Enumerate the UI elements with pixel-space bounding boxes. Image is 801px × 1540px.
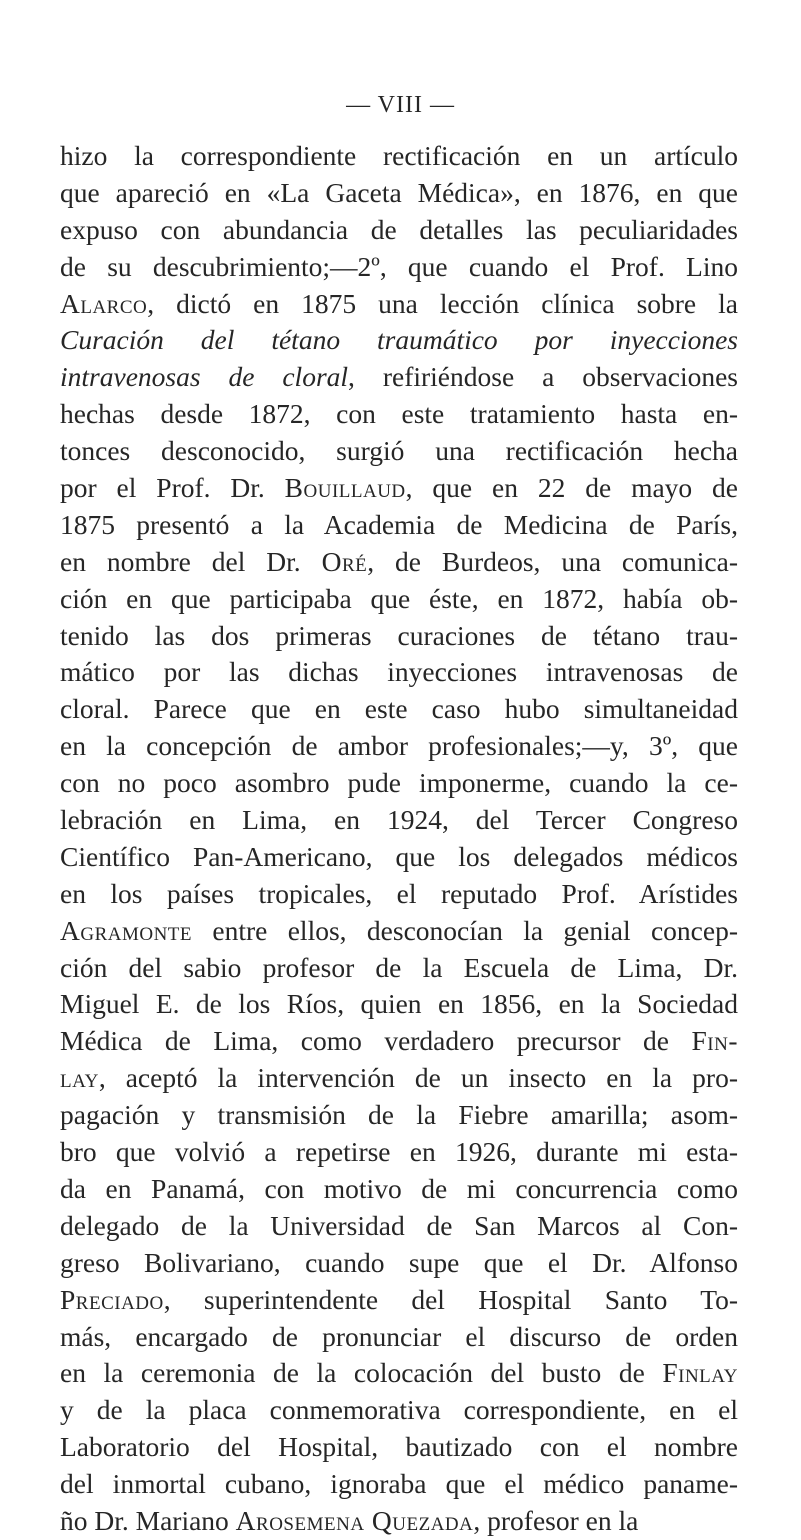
text-segment: en la concepción de ambor profesionales;—y, 3º, que: [60, 730, 738, 762]
text-line: [60, 544, 738, 581]
name-smallcaps: Preciado: [60, 1283, 164, 1315]
text-segment: del inmortal cubano, ignoraba que el médico paname-: [60, 1468, 738, 1500]
text-line: [60, 876, 738, 913]
text-line: [60, 175, 738, 212]
text-segment: , dictó en 1875 una lección clínica sobre la: [147, 287, 738, 319]
text-segment: , refiriéndose a observaciones: [348, 361, 738, 393]
text-segment: , profesor en la: [473, 1504, 639, 1536]
text-segment: hechas desde 1872, con este tratamiento hasta en-: [60, 398, 738, 430]
text-segment: Médica de Lima, como verdadero precursor de: [60, 1025, 692, 1057]
text-line: [60, 950, 738, 987]
text-segment: mático por las dichas inyecciones intravenosas de: [60, 656, 738, 688]
text-segment: Científico Pan-Americano, que los delegados médicos: [60, 840, 738, 872]
text-segment: en la ceremonia de la colocación del busto de: [60, 1357, 663, 1389]
text-line: [60, 1503, 738, 1540]
text-segment: en los países tropicales, el reputado Prof. Arístides: [60, 877, 738, 909]
text-segment: de su descubrimiento;—2º, que cuando el Prof. Lino: [60, 250, 738, 282]
text-line: [60, 1208, 738, 1245]
text-line: [60, 212, 738, 249]
text-line: [60, 507, 738, 544]
name-smallcaps: Agramonte: [60, 914, 193, 946]
text-line: [60, 1171, 738, 1208]
text-line: [60, 581, 738, 618]
text-line: [60, 433, 738, 470]
text-segment: y de la placa conmemorativa correspondiente, en el: [60, 1394, 738, 1426]
text-line: [60, 322, 738, 359]
text-line: [60, 1466, 738, 1503]
text-line: [60, 1429, 738, 1466]
text-segment: cloral. Parece que en este caso hubo simultaneidad: [60, 693, 738, 725]
text-segment: Laboratorio del Hospital, bautizado con el nombre: [60, 1431, 738, 1463]
name-smallcaps: Bouillaud: [284, 472, 406, 504]
title-italic: Curación del tétano traumático por inyecciones: [60, 324, 738, 356]
text-segment: que apareció en «La Gaceta Médica», en 1876, en que: [60, 176, 738, 208]
text-segment: 1875 presentó a la Academia de Medicina de París,: [60, 508, 738, 540]
text-line: [60, 1060, 738, 1097]
text-segment: por el Prof. Dr.: [60, 472, 285, 504]
text-line: [60, 691, 738, 728]
text-line: [60, 654, 738, 691]
name-smallcaps: Arosemena Quezada: [235, 1504, 474, 1536]
text-segment: Miguel E. de los Ríos, quien en 1856, en la Sociedad: [60, 988, 738, 1020]
name-smallcaps: Finlay: [662, 1357, 738, 1389]
text-segment: , aceptó la intervención de un insecto en la pro-: [98, 1062, 738, 1094]
text-line: [60, 249, 738, 286]
text-segment: con no poco asombro pude imponerme, cuando la ce-: [60, 767, 738, 799]
text-line: [60, 728, 738, 765]
text-segment: greso Bolivariano, cuando supe que el Dr. Alfonso: [60, 1246, 738, 1278]
body-text: [60, 138, 738, 1540]
text-line: [60, 359, 738, 396]
text-segment: , de Burdeos, una comunica-: [367, 545, 738, 577]
text-segment: delegado de la Universidad de San Marcos al Con-: [60, 1209, 738, 1241]
name-smallcaps: Oré: [321, 545, 368, 577]
text-line: [60, 1023, 738, 1060]
text-line: [60, 1245, 738, 1282]
text-line: [60, 1097, 738, 1134]
text-line: [60, 470, 738, 507]
text-segment: entre ellos, desconocían la genial concep-: [192, 914, 738, 946]
text-line: [60, 913, 738, 950]
name-smallcaps: Alarco: [60, 287, 148, 319]
name-smallcaps: Fin-: [691, 1025, 738, 1057]
text-line: [60, 396, 738, 433]
text-segment: tenido las dos primeras curaciones de tétano trau-: [60, 619, 738, 651]
text-line: [60, 839, 738, 876]
text-segment: bro que volvió a repetirse en 1926, durante mi esta-: [60, 1136, 738, 1168]
text-segment: , superintendente del Hospital Santo To-: [163, 1283, 738, 1315]
text-segment: expuso con abundancia de detalles las peculiaridades: [60, 213, 738, 245]
text-line: [60, 286, 738, 323]
text-line: [60, 1355, 738, 1392]
text-segment: ción del sabio profesor de la Escuela de Lima, Dr.: [60, 951, 738, 983]
text-segment: da en Panamá, con motivo de mi concurrencia como: [60, 1172, 738, 1204]
text-line: [60, 1319, 738, 1356]
text-segment: pagación y transmisión de la Fiebre amarilla; asom-: [60, 1099, 738, 1131]
text-line: [60, 1134, 738, 1171]
page-number-header: — VIII —: [346, 92, 455, 118]
text-segment: lebración en Lima, en 1924, del Tercer Congreso: [60, 804, 738, 836]
text-line: [60, 765, 738, 802]
text-segment: tonces desconocido, surgió una rectificación hecha: [60, 435, 738, 467]
name-smallcaps: lay: [60, 1062, 99, 1094]
text-line: [60, 1392, 738, 1429]
text-line: [60, 1282, 738, 1319]
text-segment: en nombre del Dr.: [60, 545, 322, 577]
text-segment: ción en que participaba que éste, en 1872, había ob-: [60, 582, 738, 614]
text-line: [60, 618, 738, 655]
text-line: [60, 802, 738, 839]
text-segment: , que en 22 de mayo de: [405, 472, 738, 504]
text-segment: ño Dr. Mariano: [60, 1504, 236, 1536]
text-line: [60, 138, 738, 175]
title-italic: intravenosas de cloral: [60, 361, 349, 393]
text-segment: más, encargado de pronunciar el discurso de orden: [60, 1320, 738, 1352]
text-segment: hizo la correspondiente rectificación en un artículo: [60, 140, 738, 171]
text-line: [60, 986, 738, 1023]
